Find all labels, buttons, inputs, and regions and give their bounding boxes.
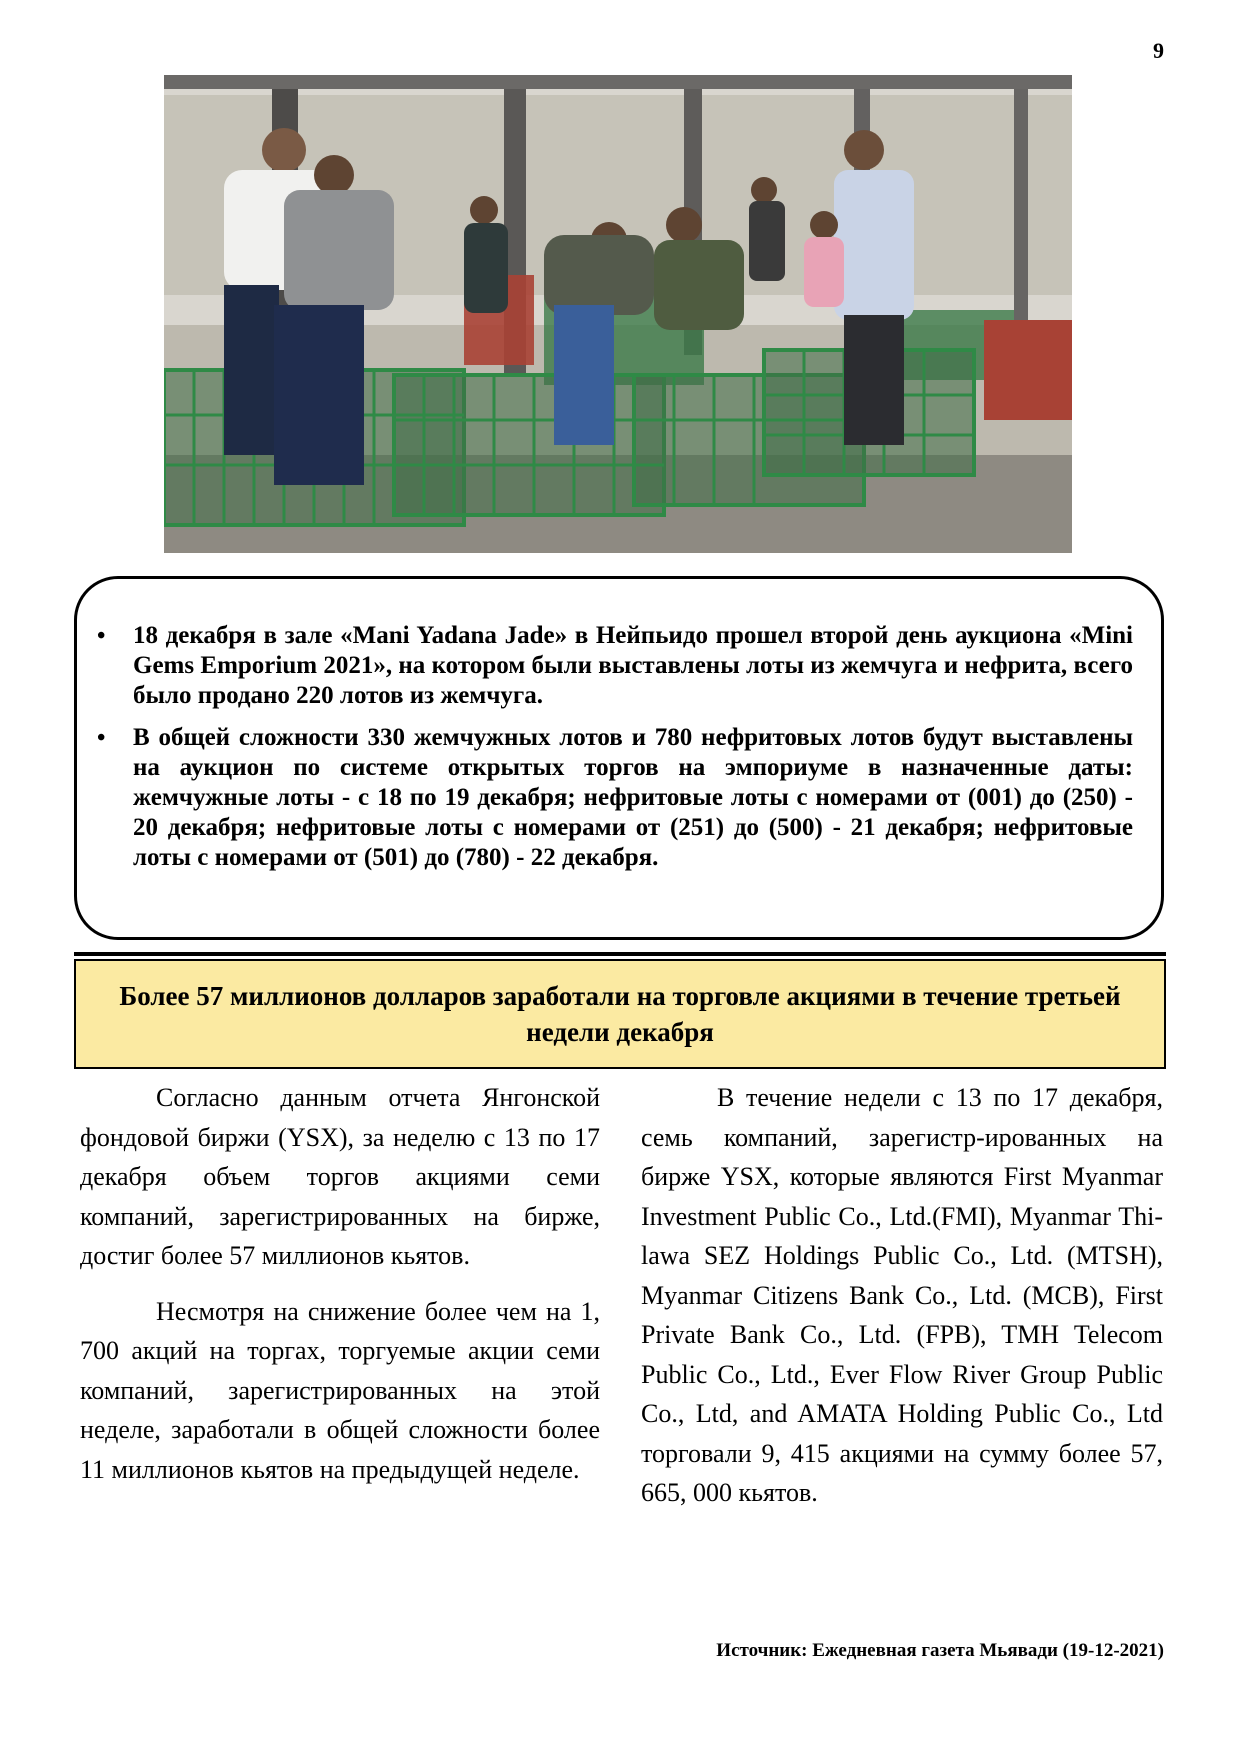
paragraph: В течение недели с 13 по 17 декабря, семь компаний, зарегистр-ированных на бирже YSX, которые являются First Myanmar Investment Public Co., Ltd.(FMI), Myanmar Thi-lawa SEZ Holdings Public Co., Ltd. (MTSH), Myanmar Citizens Bank Co., Ltd. (MCB), First Private Bank Co., Ltd. (FPB), TMH Telecom Public Co., Ltd., Ever Flow River Group Public Co., Ltd, and AMATA Holding Public Co., Ltd торговали 9, 415 акциями на сумму более 57, 665, 000 кьятов. <box>641 1083 1163 1507</box>
bullet-dot: • <box>97 623 106 649</box>
auction-photo <box>164 75 1072 553</box>
auction-summary-box <box>74 576 1164 940</box>
bullet-list <box>97 621 1133 885</box>
page-number: 9 <box>1153 38 1164 63</box>
list-item <box>97 723 1133 873</box>
bullet-text: 18 декабря в зале «Mani Yadana Jade» в Нейпьидо прошел второй день аукциона «Mini Gems Emporium 2021», на котором были выставлены лоты из жемчуга и нефрита, всего было продано 220 лотов из жемчуга. <box>133 622 1133 709</box>
article-headline: Более 57 миллионов долларов заработали на торговле акциями в течение третьей недели декабря <box>119 981 1121 1047</box>
article-headline-box <box>74 959 1166 1069</box>
list-item <box>97 621 1133 711</box>
section-divider <box>74 952 1166 956</box>
paragraph: Несмотря на снижение более чем на 1, 700 акций на торгах, торгуемые акции семи компаний, зарегистрированных на этой неделе, заработали в общей сложности более 11 миллионов кьятов на предыдущей неделе. <box>80 1296 600 1484</box>
article-column-left <box>80 1078 600 1505</box>
bullet-text: В общей сложности 330 жемчужных лотов и 780 нефритовых лотов будут выставлены на аукцион по системе открытых торгов на эмпориуме в назначенные даты: жемчужные лоты - с 18 по 19 декабря; нефритовые лоты с номерами от (001) до (250) - 20 декабря; нефритовые лоты с номерами от (251) до (500) - 21 декабря; нефритовые лоты с номерами от (501) до (780) - 22 декабря. <box>133 724 1133 871</box>
bullet-dot: • <box>97 725 106 751</box>
article-column-right <box>641 1078 1163 1529</box>
source-credit: Источник: Ежедневная газета Мьявади (19-12-2021) <box>716 1640 1164 1661</box>
paragraph: Согласно данным отчета Янгонской фондовой биржи (YSX), за неделю с 13 по 17 декабря объем торгов акциями семи компаний, зарегистрированных на бирже, достиг более 57 миллионов кьятов. <box>80 1083 600 1270</box>
